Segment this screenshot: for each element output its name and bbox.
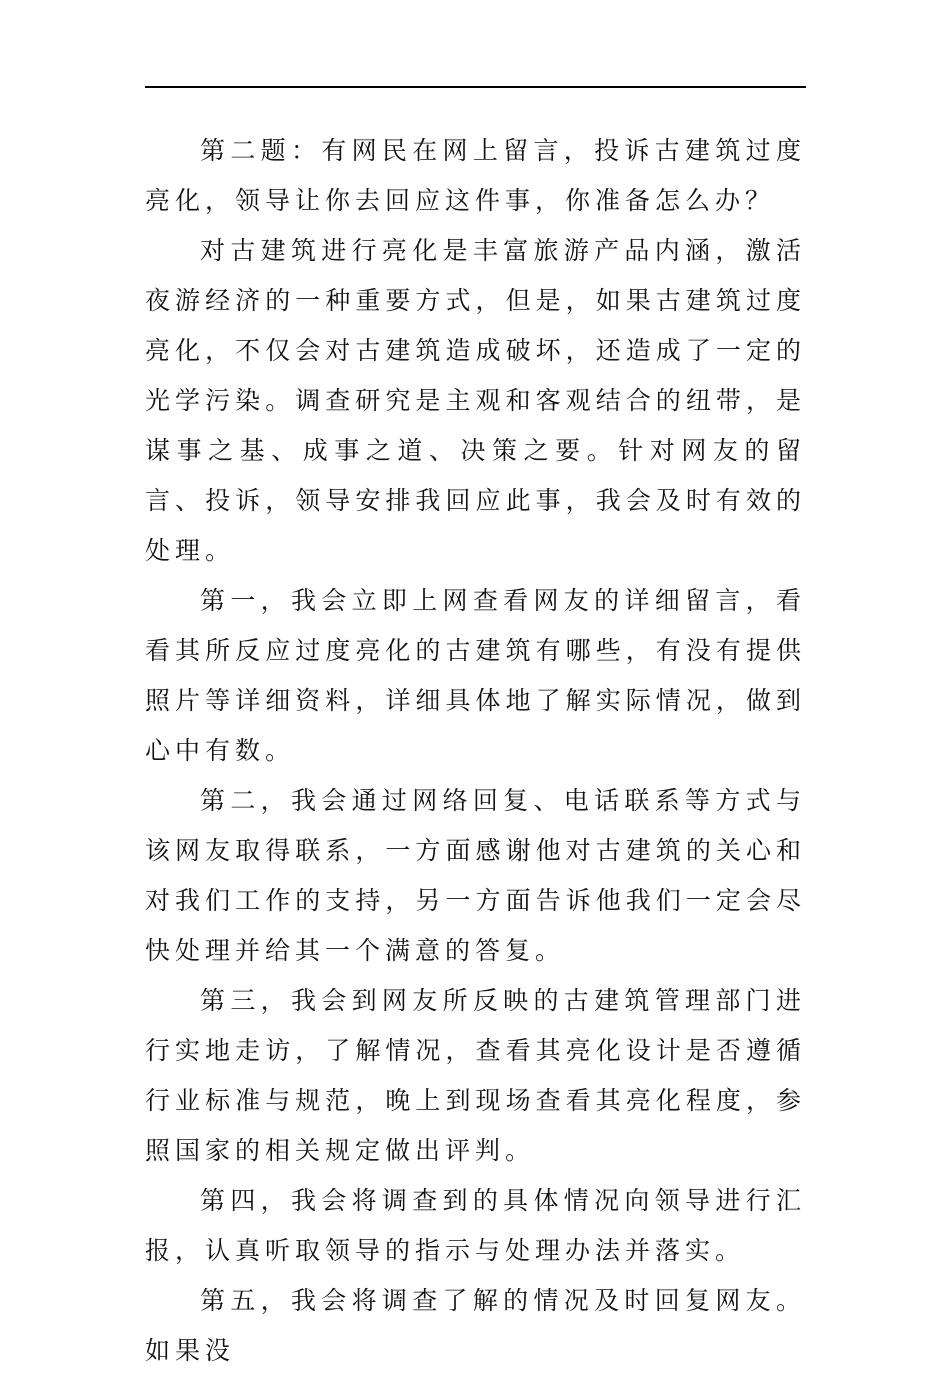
step-two-paragraph: 第二，我会通过网络回复、电话联系等方式与该网友取得联系，一方面感谢他对古建筑的关心和对我们工作的支持，另一方面告诉他我们一定会尽快处理并给其一个满意的答复。 — [145, 786, 806, 965]
step-one-paragraph: 第一，我会立即上网查看网友的详细留言，看看其所反应过度亮化的古建筑有哪些，有没有提供照片等详细资料，详细具体地了解实际情况，做到心中有数。 — [145, 586, 806, 765]
header-rule — [145, 86, 806, 88]
document-body — [145, 126, 806, 1376]
step-four-paragraph: 第四，我会将调查到的具体情况向领导进行汇报，认真听取领导的指示与处理办法并落实。 — [145, 1186, 806, 1265]
step-three-paragraph: 第三，我会到网友所反映的古建筑管理部门进行实地走访，了解情况，查看其亮化设计是否遵循行业标准与规范，晚上到现场查看其亮化程度，参照国家的相关规定做出评判。 — [145, 986, 806, 1165]
step-five-paragraph: 第五，我会将调查了解的情况及时回复网友。如果没 — [145, 1286, 806, 1365]
question-paragraph: 第二题：有网民在网上留言，投诉古建筑过度亮化，领导让你去回应这件事，你准备怎么办？ — [145, 136, 806, 215]
intro-paragraph: 对古建筑进行亮化是丰富旅游产品内涵，激活夜游经济的一种重要方式，但是，如果古建筑过度亮化，不仅会对古建筑造成破坏，还造成了一定的光学污染。调查研究是主观和客观结合的纽带，是谋事之基、成事之道、决策之要。针对网友的留言、投诉，领导安排我回应此事，我会及时有效的处理。 — [145, 236, 806, 565]
